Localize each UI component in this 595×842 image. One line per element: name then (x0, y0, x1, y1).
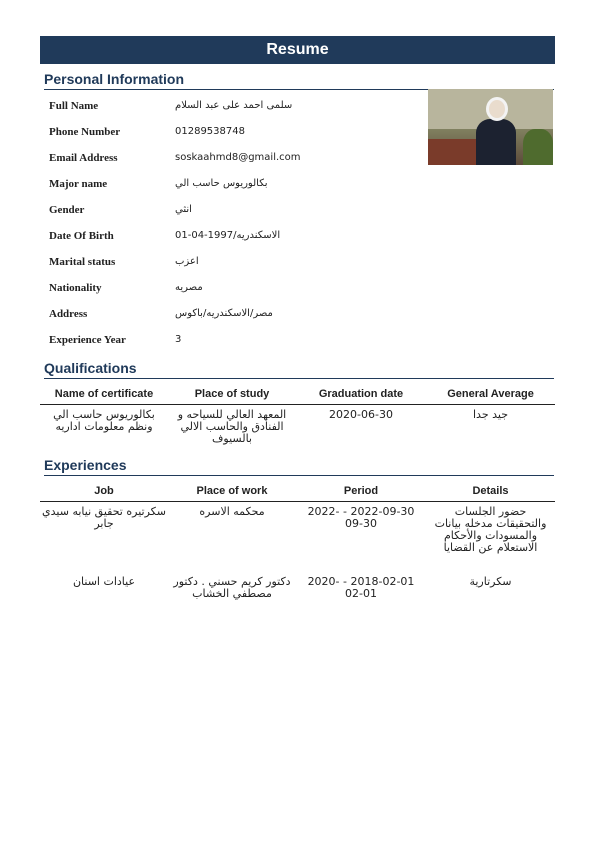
profile-photo (428, 89, 553, 165)
table-cell: حضور الجلسات والتحقيقات مدخله بيانات والمسودات والأحكام الاستعلام عن القضايا (434, 505, 547, 554)
experiences-table (40, 481, 555, 600)
table-cell: سكرتارية (469, 574, 512, 588)
pi-label: Address (49, 308, 88, 320)
column-header: Graduation date (296, 384, 426, 405)
pi-value: 3 (175, 334, 182, 345)
table-cell: بكالوريوس حاسب الي ونظم معلومات اداريه (53, 408, 155, 433)
resume-title: Resume (40, 36, 555, 64)
pi-label: Phone Number (49, 126, 121, 138)
pi-label: Nationality (49, 282, 102, 294)
table-cell: دكتور كريم حسني . دكتور مصطفي الخشاب (173, 574, 291, 600)
pi-value: مصريه (175, 282, 203, 293)
pi-value: بكالوريوس حاسب الي (175, 178, 268, 189)
table-row (40, 502, 555, 572)
experiences-heading: Experiences (44, 456, 554, 476)
pi-label: Experience Year (49, 334, 126, 346)
column-header: Job (40, 481, 168, 502)
table-header-row (40, 481, 555, 502)
table-header-row (40, 384, 555, 405)
column-header: Period (296, 481, 426, 502)
column-header: Name of certificate (40, 384, 168, 405)
table-row (40, 572, 555, 600)
pi-value: مصر/الاسكندريه/باكوس (175, 308, 273, 319)
table-cell: 2020-06-30 (329, 408, 393, 421)
column-header: General Average (426, 384, 555, 405)
pi-value: انثي (175, 204, 192, 215)
table-cell: عيادات اسنان (72, 574, 136, 588)
pi-value: soskaahmd8@gmail.com (175, 152, 301, 163)
pi-label: Gender (49, 204, 85, 216)
table-cell: جيد جدا (472, 408, 509, 421)
qualifications-table (40, 384, 555, 445)
pi-value: 01-04-1997/الاسكندريه (175, 230, 281, 241)
pi-value: اعزب (175, 256, 199, 267)
table-row (40, 405, 555, 446)
pi-label: Email Address (49, 152, 118, 164)
column-header: Details (426, 481, 555, 502)
table-cell: 2022- - 2022-09-30 09-30 (307, 505, 415, 530)
column-header: Place of study (168, 384, 296, 405)
pi-label: Full Name (49, 100, 99, 112)
table-cell: محكمه الاسره (199, 505, 265, 518)
table-cell: المعهد العالي للسياحه و الفنادق والحاسب الالي بالسيوف (177, 408, 287, 445)
pi-label: Date Of Birth (49, 230, 114, 242)
pi-label: Major name (49, 178, 108, 190)
column-header: Place of work (168, 481, 296, 502)
table-cell: 2020- - 2018-02-01 02-01 (307, 574, 415, 600)
pi-value: 01289538748 (175, 126, 245, 137)
qualifications-heading: Qualifications (44, 359, 554, 379)
pi-value: سلمى احمد على عبد السلام (175, 100, 293, 111)
pi-label: Marital status (49, 256, 116, 268)
personal-info-heading: Personal Information (44, 70, 554, 90)
table-cell: سكرتيره تحقيق نيابه سيدي جابر (42, 505, 166, 530)
